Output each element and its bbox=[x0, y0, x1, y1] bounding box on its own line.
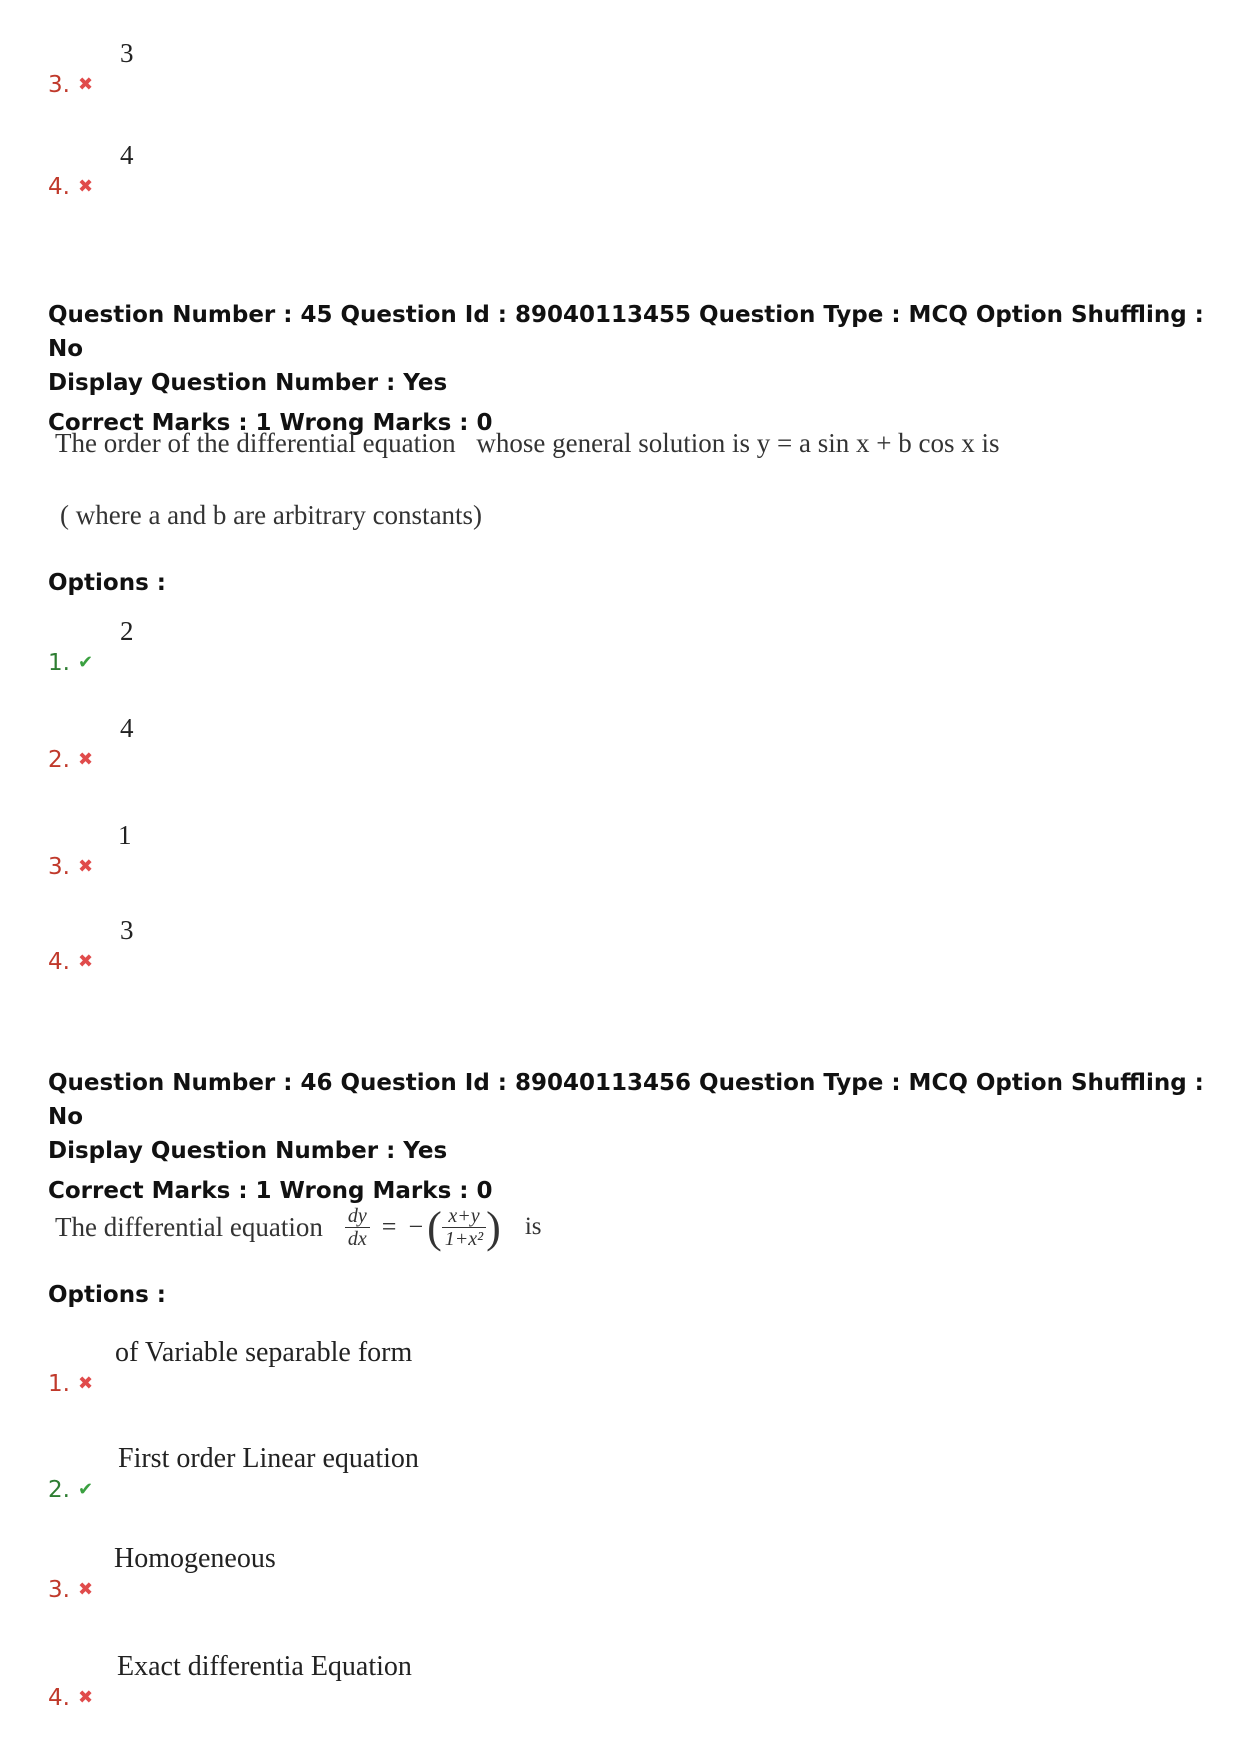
cross-icon: ✖ bbox=[78, 856, 94, 877]
check-icon: ✔ bbox=[78, 1479, 94, 1500]
question-46-header bbox=[48, 1066, 1208, 1208]
cross-icon: ✖ bbox=[78, 176, 94, 197]
question-display-line: Display Question Number : Yes bbox=[48, 370, 448, 396]
fraction-denominator: 1+x² bbox=[444, 1227, 484, 1250]
question-45-header bbox=[48, 298, 1208, 440]
rhs-fraction bbox=[442, 1205, 486, 1250]
options-label: Options : bbox=[48, 1282, 166, 1308]
option-value: First order Linear equation bbox=[118, 1443, 419, 1474]
question-meta-line: Question Number : 46 Question Id : 89040113456 Question Type : MCQ Option Shuffling : No bbox=[48, 1070, 1204, 1130]
cross-icon: ✖ bbox=[78, 1373, 94, 1394]
option-value: 4 bbox=[120, 140, 134, 170]
options-label: Options : bbox=[48, 570, 166, 596]
option-number: 3. bbox=[48, 854, 70, 880]
option-item bbox=[48, 1337, 648, 1397]
cross-icon: ✖ bbox=[78, 74, 94, 95]
question-46-text bbox=[55, 1192, 542, 1262]
question-45-text bbox=[55, 428, 1000, 459]
option-number: 1. bbox=[48, 1371, 70, 1397]
option-value: 3 bbox=[120, 38, 134, 68]
cross-icon: ✖ bbox=[78, 749, 94, 770]
question-display-line: Display Question Number : Yes bbox=[48, 1138, 448, 1164]
fraction-numerator: dy bbox=[345, 1205, 370, 1228]
close-paren: ) bbox=[486, 1202, 501, 1252]
option-item bbox=[48, 915, 648, 975]
option-number: 4. bbox=[48, 174, 70, 200]
check-icon: ✔ bbox=[78, 652, 94, 673]
derivative-fraction bbox=[345, 1205, 370, 1250]
question-text-suffix: is bbox=[524, 1213, 542, 1240]
option-number: 1. bbox=[48, 650, 70, 676]
question-text-prefix: The differential equation bbox=[55, 1211, 323, 1242]
fraction-numerator: x+y bbox=[442, 1205, 486, 1228]
question-text-part: whose general solution is y = a sin x + b cos x is bbox=[476, 428, 1000, 458]
question-meta-line: Question Number : 45 Question Id : 89040113455 Question Type : MCQ Option Shuffling : No bbox=[48, 302, 1204, 362]
option-item bbox=[48, 38, 648, 98]
option-item bbox=[48, 616, 648, 676]
open-paren: ( bbox=[427, 1202, 442, 1252]
option-number: 4. bbox=[48, 1685, 70, 1711]
option-value: Homogeneous bbox=[114, 1543, 276, 1574]
question-marks: Correct Marks : 1 Wrong Marks : 0 bbox=[48, 410, 493, 436]
option-value: 3 bbox=[120, 915, 134, 945]
question-marks: Correct Marks : 1 Wrong Marks : 0 bbox=[48, 1178, 493, 1204]
option-number: 2. bbox=[48, 747, 70, 773]
option-value: of Variable separable form bbox=[115, 1337, 413, 1368]
option-item bbox=[48, 713, 648, 773]
equals-sign: = bbox=[381, 1212, 397, 1241]
option-number: 4. bbox=[48, 949, 70, 975]
cross-icon: ✖ bbox=[78, 1687, 94, 1708]
option-item bbox=[48, 140, 648, 200]
option-value: Exact differentia Equation bbox=[117, 1651, 412, 1682]
cross-icon: ✖ bbox=[78, 1579, 94, 1600]
option-number: 3. bbox=[48, 1577, 70, 1603]
cross-icon: ✖ bbox=[78, 951, 94, 972]
option-value: 1 bbox=[118, 820, 132, 850]
fraction-denominator: dx bbox=[347, 1227, 367, 1250]
option-item bbox=[48, 1651, 648, 1711]
option-number: 2. bbox=[48, 1477, 70, 1503]
option-item bbox=[48, 1443, 648, 1503]
option-value: 4 bbox=[120, 713, 134, 743]
question-text-part: The order of the differential equation bbox=[55, 428, 456, 458]
option-value: 2 bbox=[120, 616, 134, 646]
minus-sign: − bbox=[408, 1212, 424, 1241]
option-item bbox=[48, 1543, 648, 1603]
question-45-text-line2: ( where a and b are arbitrary constants) bbox=[60, 500, 483, 530]
option-item bbox=[48, 820, 648, 880]
option-number: 3. bbox=[48, 72, 70, 98]
